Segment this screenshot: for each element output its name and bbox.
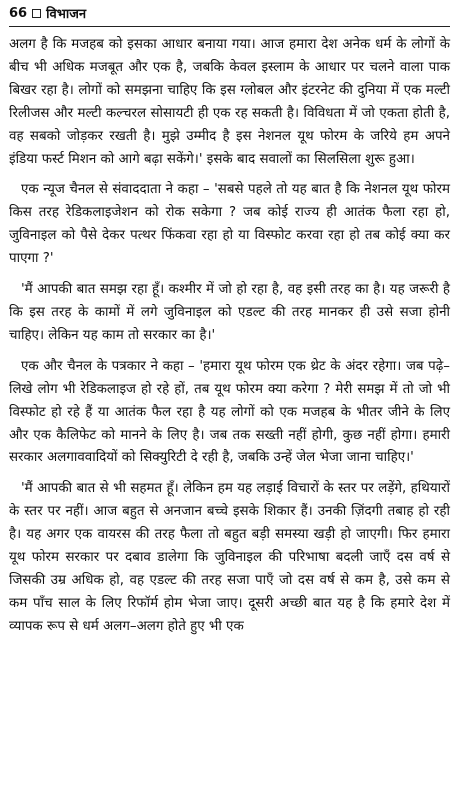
square-bullet-icon <box>32 9 41 18</box>
paragraph: अलग है कि मजहब को इसका आधार बनाया गया। आज हमारा देश अनेक धर्म के लोगों के बीच भी अधिक मजबूत और एक है, जबकि केवल इस्लाम के आधार पर चलने वाला पाक बिखर रहा है। लोगों को समझना चाहिए कि इस ग्लोबल और इंटरनेट की दुनिया में एक मल्टी रिलीजस और मल्टी कल्चरल सोसायटी ही एक रह सकती है। विविधता में जो एकता होती है, वह सबको जोड़कर रखती है। मुझे उम्मीद है इस नेशनल यूथ फोरम के जरिये हम अपने इंडिया फर्स्ट मिशन को आगे बढ़ा सकेंगे।' इसके बाद सवालों का सिलसिला शुरू हुआ। <box>9 37 450 167</box>
paragraph: 'मैं आपकी बात समझ रहा हूँ। कश्मीर में जो हो रहा है, वह इसी तरह का है। यह जरूरी है कि इस तरह के कामों में लगे जुविनाइल को एडल्ट की तरह मानकर ही उसे सजा होनी चाहिए। लेकिन यह काम तो सरकार का है।' <box>9 282 450 343</box>
body-text <box>9 34 450 639</box>
paragraph: एक न्यूज चैनल से संवाददाता ने कहा – 'सबसे पहले तो यह बात है कि नेशनल यूथ फोरम किस तरह रेडिकलाइजेशन को रोक सकेगा ? जब कोई राज्य ही आतंक फैला रहा हो, जुविनाइल को पैसे देकर पत्थर फिंकवा रहा हो या विस्फोट करवा रहा हो तब कोई क्या कर पाएगा ?' <box>9 182 450 267</box>
paragraph: 'मैं आपकी बात से भी सहमत हूँ। लेकिन हम यह लड़ाई विचारों के स्तर पर लड़ेंगे, हथियारों के स्तर पर नहीं। आज बहुत से अनजान बच्चे इसके शिकार हैं। उनकी ज़िंदगी तबाह हो रही है। यह अगर एक वायरस की तरह फैला तो बहुत बड़ी समस्या खड़ी हो जाएगी। फिर हमारा यूथ फोरम सरकार पर दबाव डालेगा कि जुविनाइल की परिभाषा बदली जाएँ दस वर्ष से जिसकी उम्र अधिक हो, वह एडल्ट की तरह सजा पाएँ जो दस वर्ष से कम है, उसे कम से कम पाँच साल के लिए रिफॉर्म होम भेजा जाए। दूसरी अच्छी बात यह है कि हमारे देश में व्यापक रूप से धर्म अलग–अलग होते हुए भी एक <box>9 481 450 634</box>
running-header <box>9 0 450 27</box>
chapter-title: विभाजन <box>46 7 87 22</box>
paragraph: एक और चैनल के पत्रकार ने कहा – 'हमारा यूथ फोरम एक थ्रेट के अंदर रहेगा। जब पढ़े–लिखे लोग भी रेडिकलाइज हो रहे हों, तब यूथ फोरम क्या करेगा ? मेरी समझ में तो जो भी विस्फोट हो रहे हैं या आतंक फैल रहा है यह लोगों को एक मजहब के भीतर जीने के लिए और एक कैलिफेट को मानने के लिए है। जब तक सख्ती नहीं होगी, कुछ नहीं होगा। हमारी सरकार अलगाववादियों को सिक्युरिटी दे रही है, जबकि उन्हें जेल भेजा जाना चाहिए।' <box>9 358 450 466</box>
page-number: 66 <box>9 5 28 21</box>
